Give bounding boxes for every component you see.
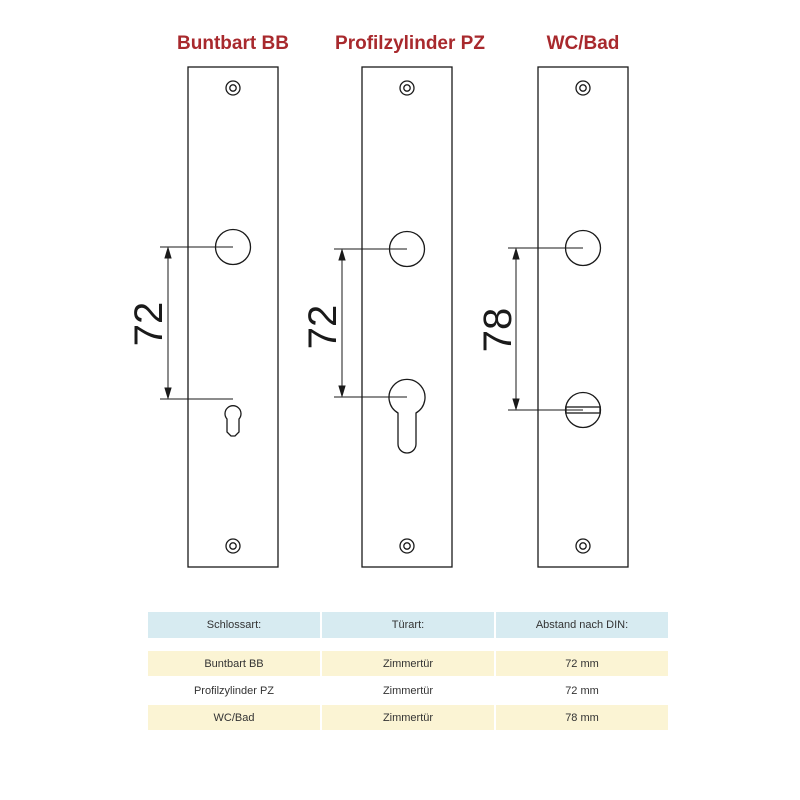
plate-title-wc-bad: WC/Bad	[546, 33, 620, 54]
table-row	[148, 678, 668, 703]
screw-hole-icon	[576, 539, 590, 553]
table-cell: Zimmertür	[322, 705, 494, 730]
plate-outline	[362, 67, 452, 567]
table-header	[148, 612, 668, 638]
plate-outline	[188, 67, 278, 567]
dimension-label: 72	[301, 304, 345, 350]
table-cell: 72 mm	[496, 651, 668, 676]
keyhole-icon	[225, 406, 241, 436]
plate-title-buntbart: Buntbart BB	[177, 33, 289, 54]
table-cell: 78 mm	[496, 705, 668, 730]
plate-outline	[538, 67, 628, 567]
screw-hole-icon	[226, 539, 240, 553]
table-cell: 72 mm	[496, 678, 668, 703]
screw-hole-icon	[576, 81, 590, 95]
column-header: Schlossart:	[148, 612, 320, 638]
door-plate-buntbart	[160, 67, 278, 567]
table-cell: Buntbart BB	[148, 651, 320, 676]
table-cell: Zimmertür	[322, 678, 494, 703]
dimension-label: 72	[127, 301, 171, 347]
screw-hole-icon	[400, 539, 414, 553]
table-row	[148, 651, 668, 676]
table-cell: Zimmertür	[322, 651, 494, 676]
column-header: Türart:	[322, 612, 494, 638]
screw-hole-icon	[226, 81, 240, 95]
screw-hole-icon	[400, 81, 414, 95]
door-plate-wc-bad	[508, 67, 628, 567]
column-header: Abstand nach DIN:	[496, 612, 668, 638]
table-row	[148, 705, 668, 730]
table-cell: Profilzylinder PZ	[148, 678, 320, 703]
plate-title-profilzylinder: Profilzylinder PZ	[335, 33, 485, 54]
dimension-label: 78	[476, 307, 520, 353]
table-cell: WC/Bad	[148, 705, 320, 730]
door-plate-profilzylinder	[334, 67, 452, 567]
profile-cylinder-icon	[389, 379, 425, 453]
